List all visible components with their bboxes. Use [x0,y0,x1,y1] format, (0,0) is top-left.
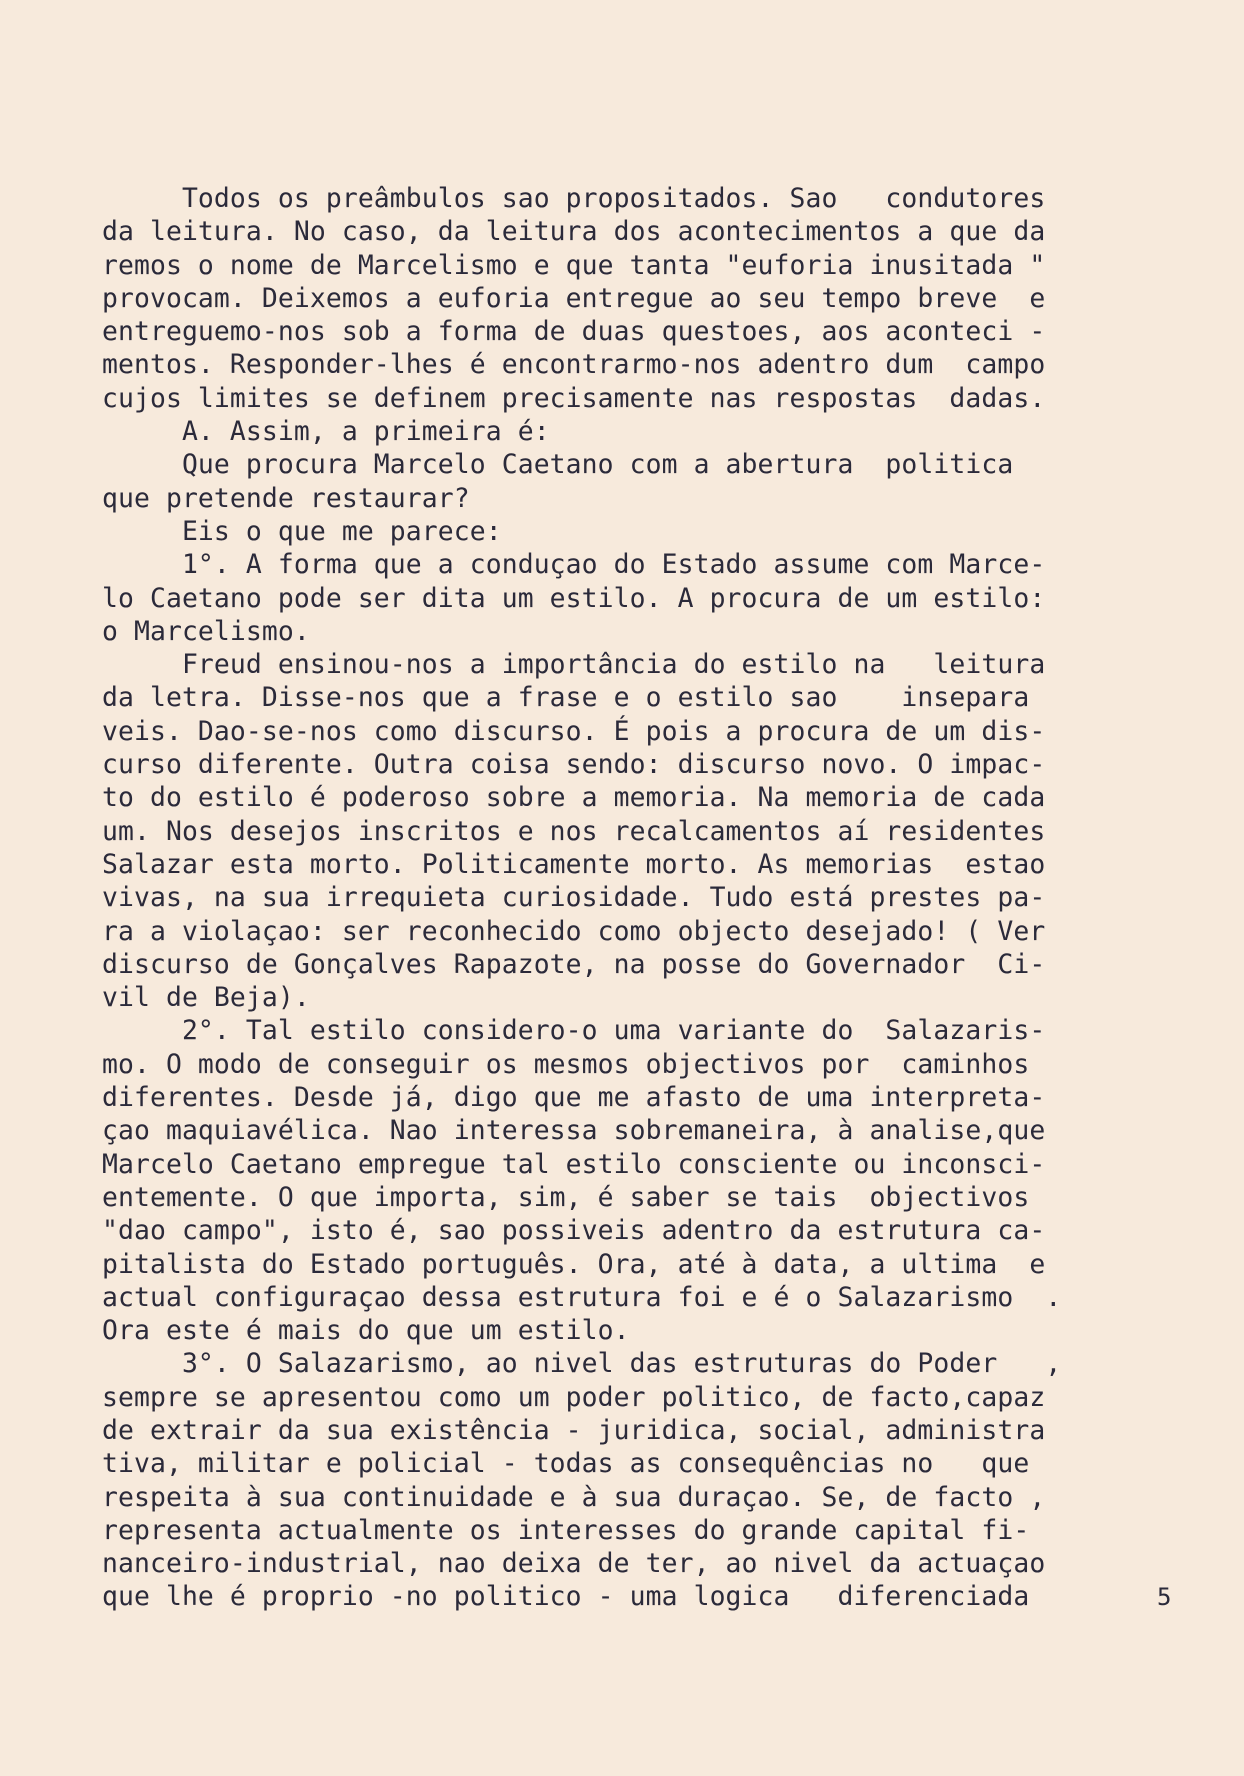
text-line: pitalista do Estado português. Ora, até à data, a ultima e [102,1248,1046,1280]
text-line: ra a violaçao: ser reconhecido como objecto desejado! ( Ver [102,915,1046,947]
text-line: veis. Dao-se-nos como discurso. É pois a procura de um dis- [102,715,1046,747]
text-line: remos o nome de Marcelismo e que tanta "euforia inusitada " [102,249,1046,281]
text-line: Marcelo Caetano empregue tal estilo consciente ou inconsci- [102,1148,1046,1180]
text-line: curso diferente. Outra coisa sendo: discurso novo. O impac- [102,749,1046,781]
text-line: entemente. O que importa, sim, é saber se tais objectivos [102,1181,1030,1213]
text-line: çao maquiavélica. Nao interessa sobremaneira, à analise,que [102,1115,1046,1147]
text-line: discurso de Gonçalves Rapazote, na posse do Governador Ci- [102,948,1046,980]
text-line: Eis o que me parece: [102,515,502,547]
text-line: que pretende restaurar? [102,482,470,514]
text-line: da leitura. No caso, da leitura dos acontecimentos a que da [102,216,1046,248]
text-line: "dao campo", isto é, sao possiveis adentro da estrutura ca- [102,1215,1046,1247]
text-line: Freud ensinou-nos a importância do estilo na leitura [102,649,1046,681]
text-line: Todos os preâmbulos sao propositados. Sao condutores [102,183,1046,214]
typed-text-body [102,182,1092,1614]
text-line: entreguemo-nos sob a forma de duas questoes, aos aconteci - [102,316,1046,348]
text-line: mentos. Responder-lhes é encontrarmo-nos adentro dum campo [102,349,1046,381]
text-line: actual configuraçao dessa estrutura foi e é o Salazarismo . [102,1281,1062,1313]
text-line: cujos limites se definem precisamente nas respostas dadas. [102,382,1046,414]
text-line: Ora este é mais do que um estilo. [102,1315,630,1347]
text-line: vil de Beja). [102,982,310,1014]
page-number: 5 [1157,1583,1172,1611]
text-line: o Marcelismo. [102,615,310,647]
text-line: diferentes. Desde já, digo que me afasto de uma interpreta- [102,1082,1046,1114]
text-line: vivas, na sua irrequieta curiosidade. Tudo está prestes pa- [102,882,1046,914]
text-line: sempre se apresentou como um poder politico, de facto,capaz [102,1381,1046,1413]
text-line: um. Nos desejos inscritos e nos recalcamentos aí residentes [102,815,1046,847]
text-line: Que procura Marcelo Caetano com a abertura politica [102,449,1014,481]
text-line: de extrair da sua existência - juridica, social, administra [102,1414,1046,1446]
text-line: mo. O modo de conseguir os mesmos objectivos por caminhos [102,1048,1030,1080]
text-line: da letra. Disse-nos que a frase e o estilo sao insepara [102,682,1030,714]
text-line: tiva, militar e policial - todas as consequências no que [102,1448,1030,1480]
text-line: Salazar esta morto. Politicamente morto. As memorias estao [102,848,1046,880]
text-line: respeita à sua continuidade e à sua duraçao. Se, de facto , [102,1481,1046,1513]
text-line: 3°. O Salazarismo, ao nivel das estruturas do Poder , [102,1348,1062,1380]
text-line: 1°. A forma que a conduçao do Estado assume com Marce- [102,549,1046,581]
text-line: que lhe é proprio -no politico - uma logica diferenciada [102,1581,1030,1613]
text-line: representa actualmente os interesses do grande capital fi- [102,1514,1030,1546]
text-line: to do estilo é poderoso sobre a memoria. Na memoria de cada [102,782,1046,814]
text-line: 2°. Tal estilo considero-o uma variante do Salazaris- [102,1015,1046,1047]
text-line: lo Caetano pode ser dita um estilo. A procura de um estilo: [102,582,1046,614]
text-line: A. Assim, a primeira é: [102,416,550,448]
text-line: nanceiro-industrial, nao deixa de ter, ao nivel da actuaçao [102,1548,1046,1580]
text-line: provocam. Deixemos a euforia entregue ao seu tempo breve e [102,282,1046,314]
